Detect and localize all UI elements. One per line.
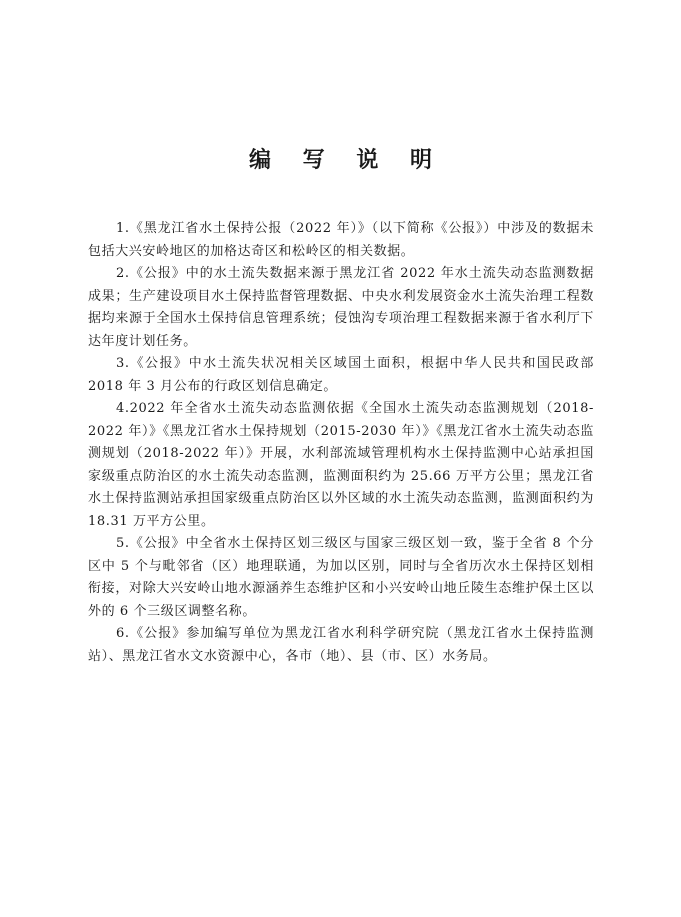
paragraph-1: 1.《黑龙江省水土保持公报（2022 年）》（以下简称《公报》）中涉及的数据未包括大兴安岭地区的加格达奇区和松岭区的相关数据。 bbox=[88, 221, 594, 259]
paragraph-5: 5.《公报》中全省水土保持区划三级区与国家三级区划一致，鉴于全省 8 个分区中 5 个与毗邻省（区）地理联通，为加以区别，同时与全省历次水土保持区划相衔接，对除大兴安岭山地水源涵养生态维护区和小兴安岭山地丘陵生态维护保土区以外的 6 个三级区调整名称。 bbox=[88, 536, 594, 619]
paragraph-2: 2.《公报》中的水土流失数据来源于黑龙江省 2022 年水土流失动态监测数据成果；生产建设项目水土保持监督管理数据、中央水利发展资金水土流失治理工程数据均来源于全国水土保持信息管理系统；侵蚀沟专项治理工程数据来源于省水利厅下达年度计划任务。 bbox=[88, 266, 594, 349]
paragraph-3: 3.《公报》中水土流失状况相关区域国土面积，根据中华人民共和国民政部 2018 年 3 月公布的行政区划信息确定。 bbox=[88, 356, 594, 394]
paragraph-4: 4.2022 年全省水土流失动态监测依据《全国水土流失动态监测规划（2018-2022 年）》《黑龙江省水土保持规划（2015-2030 年）》《黑龙江省水土流失动态监测规划（2018-2022 年）》开展，水利部流域管理机构水土保持监测中心站承担国家级重点防治区的水土流失动态监测，监测面积约为 25.66 万平方公里；黑龙江省水土保持监测站承担国家级重点防治区以外区域的水土流失动态监测，监测面积约为 18.31 万平方公里。 bbox=[88, 401, 594, 529]
page-title: 编 写 说 明 bbox=[249, 147, 444, 173]
document-body bbox=[88, 218, 594, 668]
paragraph-6: 6.《公报》参加编写单位为黑龙江省水利科学研究院（黑龙江省水土保持监测站）、黑龙江省水文水资源中心，各市（地）、县（市、区）水务局。 bbox=[88, 626, 594, 664]
